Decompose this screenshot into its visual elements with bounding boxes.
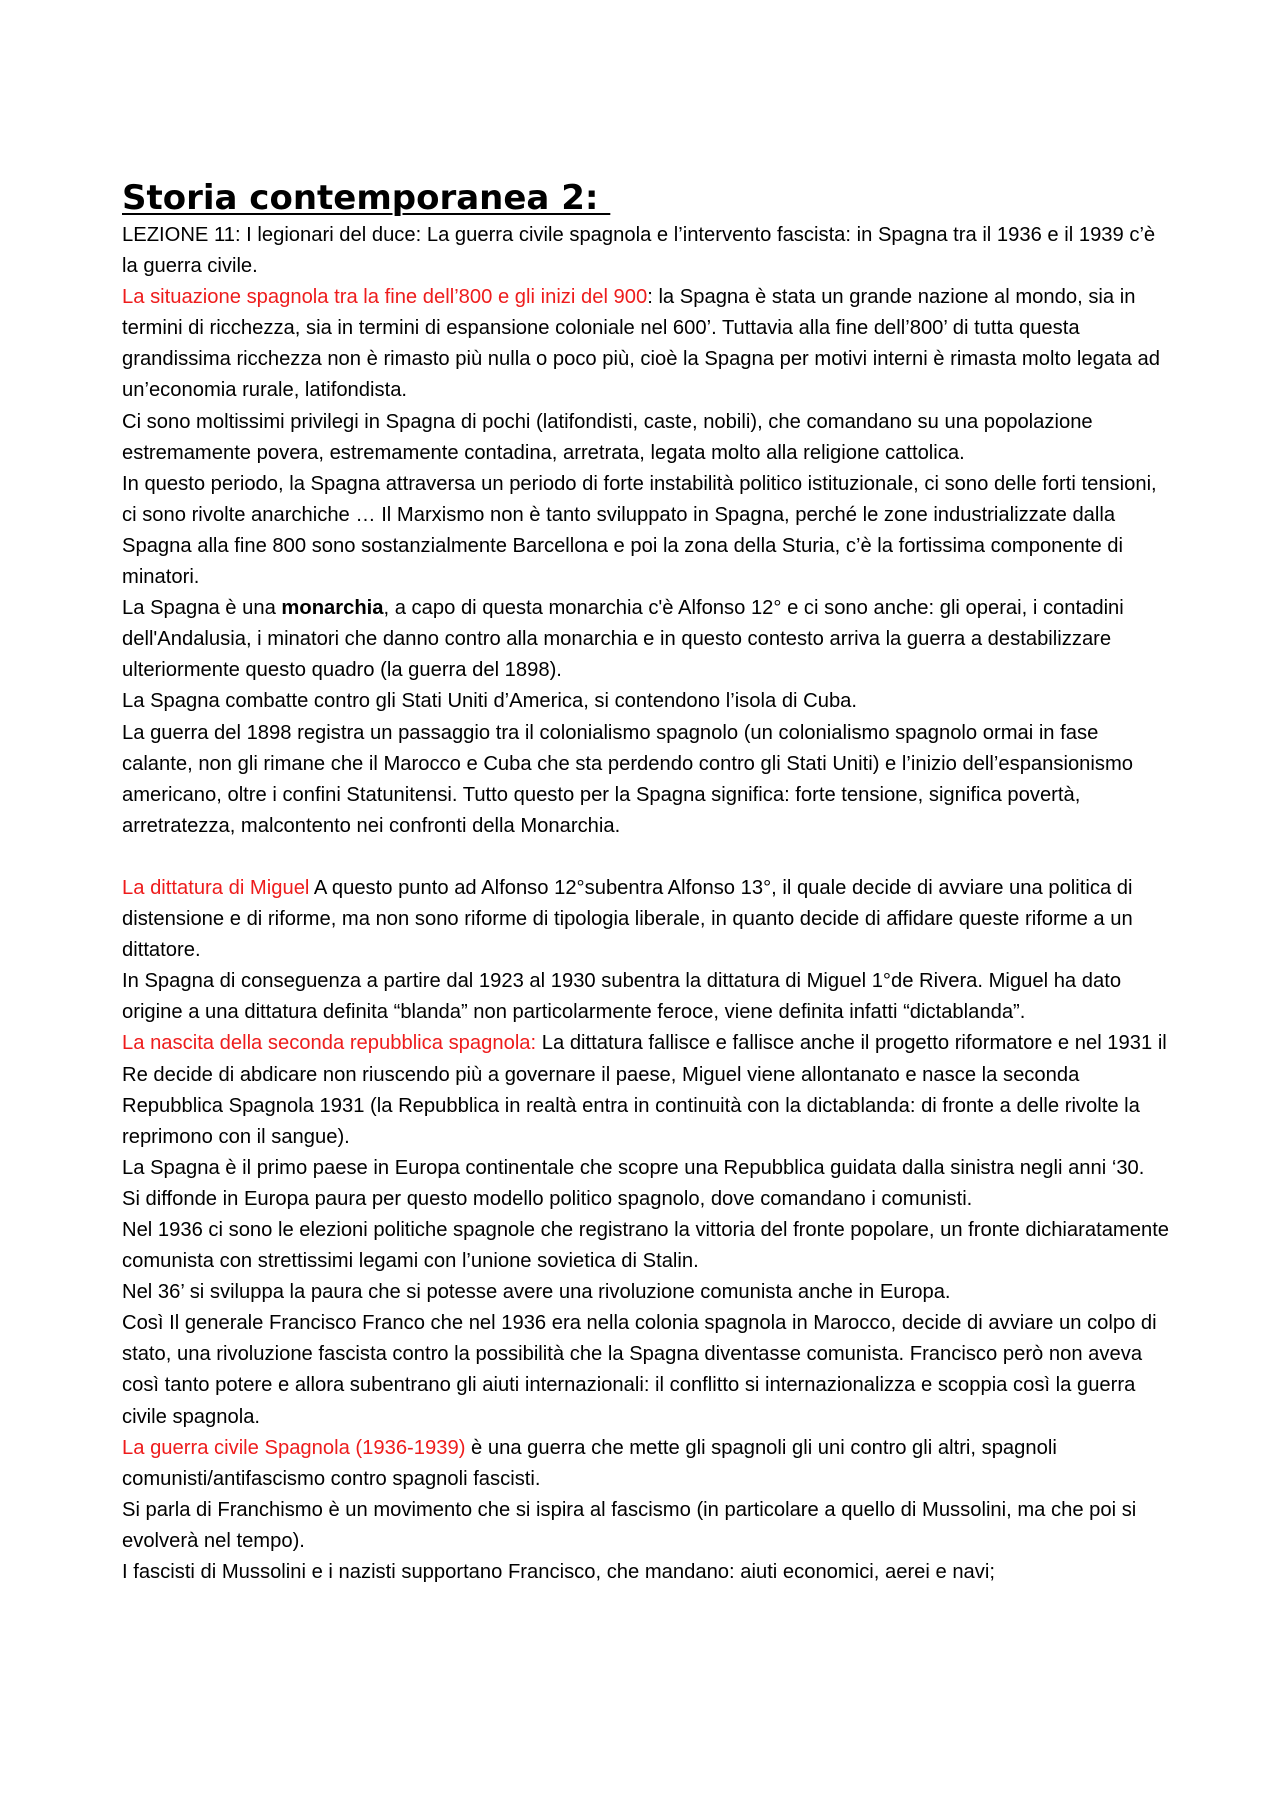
- section-dittatura-miguel: [122, 873, 1174, 966]
- paragraph-dictablanda: In Spagna di conseguenza a partire dal 1923 al 1930 subentra la dittatura di Miguel 1°de Rivera. Miguel ha dato origine a una dittatura definita “blanda” non particolarmente feroce, viene definita infatti “dictablanda”.: [122, 970, 1122, 1024]
- paragraph-elezioni-1936: Nel 1936 ci sono le elezioni politiche spagnole che registrano la vittoria del fronte popolare, un fronte dichiaratamente comunista con strettissimi legami con l’unione sovietica di Stalin.: [122, 1219, 1170, 1273]
- text-run: La Spagna è una: [122, 597, 282, 620]
- bold-term: monarchia: [281, 597, 384, 620]
- paragraph-privilegi: Ci sono moltissimi privilegi in Spagna di pochi (latifondisti, caste, nobili), che comandano su una popolazione estremamente povera, estremamente contadina, arretrata, legata molto alla religione cattolica.: [122, 410, 1093, 464]
- section-situazione-spagnola: [122, 282, 1174, 406]
- blank-line: [122, 842, 1174, 873]
- paragraph-guerra-1898: La guerra del 1898 registra un passaggio tra il colonialismo spagnolo (un colonialismo spagnolo ormai in fase calante, non gli rimane che il Marocco e Cuba che sta perdendo contro gli Stati Uniti) e l’inizio dell’espansionismo americano, oltre i confini Statunitensi. Tutto questo per la Spagna significa: forte tensione, significa povertà, arretratezza, malcontento nei confronti della Monarchia.: [122, 721, 1134, 837]
- section-guerra-civile: [122, 1433, 1174, 1495]
- section-text: A questo punto ad Alfonso 12°subentra Alfonso 13°, il quale decide di avviare una politica di distensione e di riforme, ma non sono riforme di tipologia liberale, in quanto decide di affidare queste riforme a un dittatore.: [122, 876, 1133, 962]
- section-text: La dittatura fallisce e fallisce anche il progetto riformatore e nel 1931 il Re decide di abdicare non riuscendo più a governare il paese, Miguel viene allontanato e nasce la seconda Repubblica Spagnola 1931 (la Repubblica in realtà entra in continuità con la dictablanda: di fronte a delle rivolte la reprimono con il sangue).: [122, 1032, 1167, 1148]
- section-text: è una guerra che mette gli spagnoli gli uni contro gli altri, spagnoli comunisti/antifascismo contro spagnoli fascisti.: [122, 1436, 1057, 1490]
- paragraph-instabilita: In questo periodo, la Spagna attraversa un periodo di forte instabilità politico istituzionale, ci sono delle forti tensioni, ci sono rivolte anarchiche … Il Marxismo non è tanto sviluppato in Spagna, perché le zone industrializzate dalla Spagna alla fine 800 sono sostanzialmente Barcellona e poi la zona della Sturia, c’è la fortissima componente di minatori.: [122, 472, 1157, 589]
- paragraph-franchismo: Si parla di Franchismo è un movimento che si ispira al fascismo (in particolare a quello di Mussolini, ma che poi si evolverà nel tempo).: [122, 1498, 1137, 1552]
- section-heading: La situazione spagnola tra la fine dell’800 e gli inizi del 900: [122, 286, 648, 309]
- paragraph-franco: Così Il generale Francisco Franco che nel 1936 era nella colonia spagnola in Marocco, decide di avviare un colpo di stato, una rivoluzione fascista contro la possibilità che la Spagna diventasse comunista. Francisco però non aveva così tanto potere e allora subentrano gli aiuti internazionali: il conflitto si internazionalizza e scoppia così la guerra civile spagnola.: [122, 1312, 1157, 1428]
- section-heading: La nascita della seconda repubblica spagnola:: [122, 1032, 537, 1055]
- section-text: : la Spagna è stata un grande nazione al mondo, sia in termini di ricchezza, sia in termini di espansione coloniale nel 600’. Tuttavia alla fine dell’800’ di tutta questa grandissima ricchezza non è rimasto più nulla o poco più, cioè la Spagna per motivi interni è rimasta molto legata ad un’economia rurale, latifondista.: [122, 286, 1160, 402]
- paragraph-supporto: I fascisti di Mussolini e i nazisti supportano Francisco, che mandano: aiuti economici, aerei e navi;: [122, 1561, 995, 1584]
- page-title: Storia contemporanea 2:: [122, 178, 611, 218]
- section-heading: La guerra civile Spagnola (1936-1939): [122, 1436, 466, 1459]
- document-page: [122, 178, 1174, 1588]
- section-heading: La dittatura di Miguel: [122, 876, 310, 899]
- paragraph-paura: Si diffonde in Europa paura per questo modello politico spagnolo, dove comandano i comunisti.: [122, 1187, 973, 1210]
- section-seconda-repubblica: [122, 1028, 1174, 1152]
- paragraph-stati-uniti: La Spagna combatte contro gli Stati Uniti d’America, si contendono l’isola di Cuba.: [122, 690, 858, 713]
- paragraph-monarchia: [122, 593, 1174, 686]
- paragraph-paura-36: Nel 36’ si sviluppa la paura che si potesse avere una rivoluzione comunista anche in Europa.: [122, 1281, 951, 1304]
- text-run: , a capo di questa monarchia c'è Alfonso 12° e ci sono anche: gli operai, i contadini dell'Andalusia, i minatori che danno contro alla monarchia e in questo contesto arriva la guerra a destabilizzare ulteriormente questo quadro (la guerra del 1898).: [122, 597, 1124, 682]
- lesson-intro: LEZIONE 11: I legionari del duce: La guerra civile spagnola e l’intervento fascista: in Spagna tra il 1936 e il 1939 c’è la guerra civile.: [122, 224, 1156, 278]
- paragraph-primo-paese: La Spagna è il primo paese in Europa continentale che scopre una Repubblica guidata dalla sinistra negli anni ‘30.: [122, 1156, 1145, 1179]
